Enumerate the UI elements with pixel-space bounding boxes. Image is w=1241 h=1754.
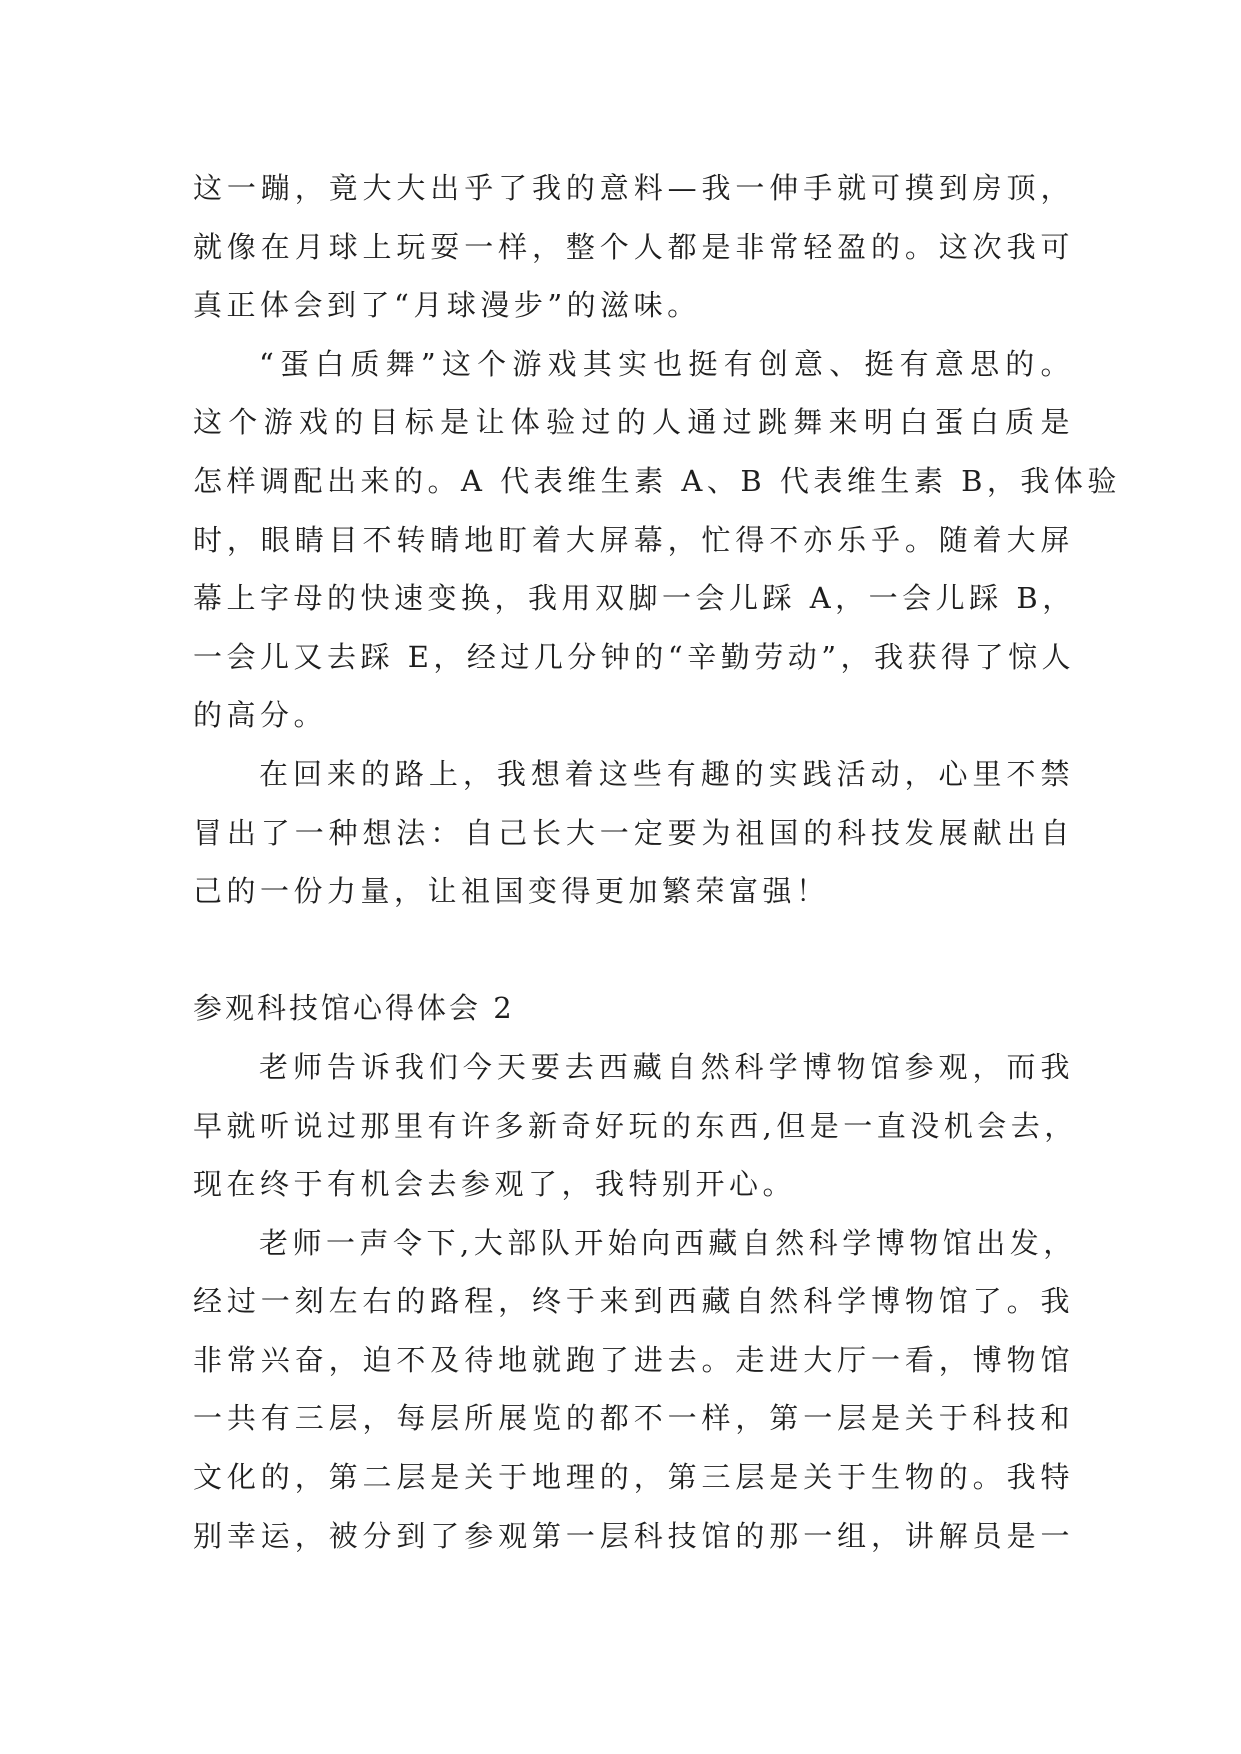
section-1: [193, 159, 1121, 921]
text-line: 这个游戏的目标是让体验过的人通过跳舞来明白蛋白质是: [193, 405, 1074, 440]
text-line: 非常兴奋，迫不及待地就跑了进去。走进大厅一看，博物馆: [193, 1342, 1074, 1377]
text-line: 的高分。: [193, 698, 328, 733]
paragraph: [193, 335, 1121, 745]
text-line: 一会儿又去踩 E，经过几分钟的“辛勤劳动”，我获得了惊人: [193, 639, 1076, 674]
text-line: 在回来的路上，我想着这些有趣的实践活动，心里不禁: [259, 756, 1074, 791]
text-line: 己的一份力量，让祖国变得更加繁荣富强！: [193, 874, 830, 909]
paragraph: [193, 1038, 1078, 1214]
text-line: 老师一声令下,大部队开始向西藏自然科学博物馆出发，: [259, 1225, 1077, 1260]
text-line: 现在终于有机会去参观了，我特别开心。: [193, 1167, 797, 1202]
section-2: [193, 979, 1078, 1565]
text-line: 这一蹦，竟大大出乎了我的意料—我一伸手就可摸到房顶，: [193, 171, 1074, 205]
text-line: 老师告诉我们今天要去西藏自然科学博物馆参观，而我: [259, 1049, 1074, 1084]
paragraph: [193, 1214, 1077, 1566]
text-line: 就像在月球上玩耍一样，整个人都是非常轻盈的。这次我可: [193, 229, 1074, 264]
text-line: 文化的，第二层是关于地理的，第三层是关于生物的。我特: [193, 1460, 1074, 1495]
text-line: 真正体会到了“月球漫步”的滋味。: [193, 288, 701, 323]
document-body: [193, 159, 1121, 1565]
text-line: 一共有三层，每层所展览的都不一样，第一层是关于科技和: [193, 1401, 1074, 1436]
text-line: 冒出了一种想法：自己长大一定要为祖国的科技发展献出自: [193, 815, 1074, 850]
text-line: “蛋白质舞”这个游戏其实也挺有创意、挺有意思的。: [259, 346, 1074, 381]
text-line: 早就听说过那里有许多新奇好玩的东西,但是一直没机会去，: [193, 1108, 1078, 1143]
text-line: 怎样调配出来的。A 代表维生素 A、B 代表维生素 B，我体验: [193, 463, 1121, 498]
section-heading: 参观科技馆心得体会 2: [193, 991, 515, 1026]
paragraph: [193, 159, 1074, 335]
paragraph: [193, 745, 1074, 921]
text-line: 幕上字母的快速变换，我用双脚一会儿踩 A，一会儿踩 B，: [193, 581, 1076, 616]
text-line: 经过一刻左右的路程，终于来到西藏自然科学博物馆了。我: [193, 1284, 1074, 1319]
text-line: 别幸运，被分到了参观第一层科技馆的那一组，讲解员是一: [193, 1518, 1074, 1553]
text-line: 时，眼睛目不转睛地盯着大屏幕，忙得不亦乐乎。随着大屏: [193, 522, 1074, 557]
